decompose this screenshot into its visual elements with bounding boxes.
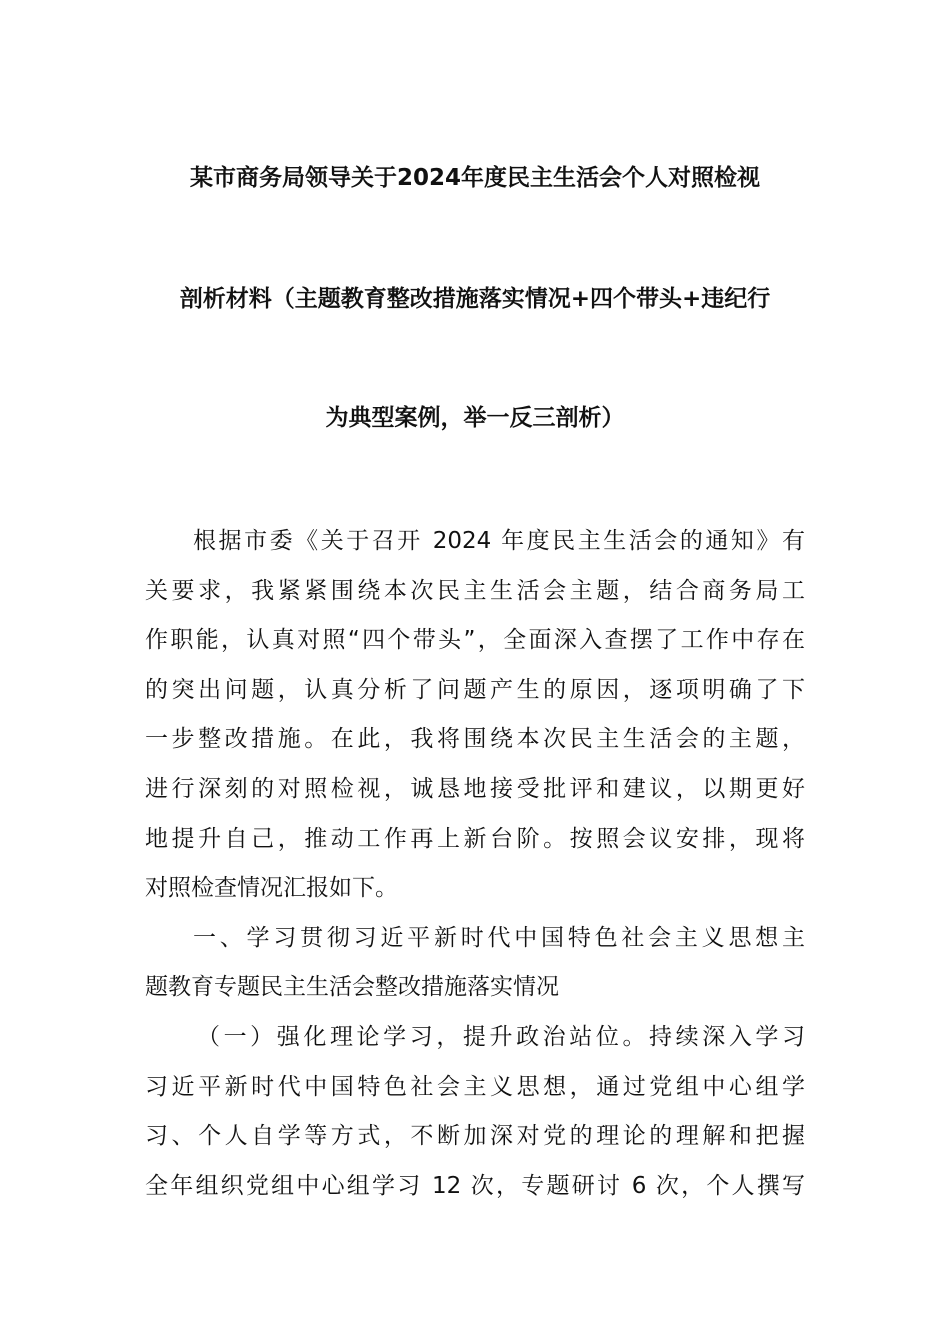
paragraph-line: 作职能，认真对照“四个带头”，全面深入查摆了工作中存在: [145, 627, 805, 653]
paragraph-line: （一）强化理论学习，提升政治站位。持续深入学习: [197, 1024, 805, 1050]
paragraph-line: 习、个人自学等方式，不断加深对党的理论的理解和把握: [145, 1123, 805, 1149]
document-title-line-3: 为典型案例，举一反三剖析）: [325, 405, 625, 431]
paragraph-line: 根据市委《关于召开 2024 年度民主生活会的通知》有: [193, 528, 805, 554]
document-title-line-1: 某市商务局领导关于2024年度民主生活会个人对照检视: [189, 165, 760, 191]
paragraph-line: 一步整改措施。在此，我将围绕本次民主生活会的主题，: [145, 726, 805, 752]
document-title-line-2: 剖析材料（主题教育整改措施落实情况+四个带头+违纪行: [179, 286, 771, 312]
paragraph-line: 关要求，我紧紧围绕本次民主生活会主题，结合商务局工: [145, 578, 805, 604]
paragraph-line: 全年组织党组中心组学习 12 次，专题研讨 6 次，个人撰写: [145, 1173, 805, 1199]
paragraph-line: 的突出问题，认真分析了问题产生的原因，逐项明确了下: [145, 677, 805, 703]
section-heading-line: 一、学习贯彻习近平新时代中国特色社会主义思想主: [193, 925, 805, 951]
paragraph-line: 习近平新时代中国特色社会主义思想，通过党组中心组学: [145, 1074, 805, 1100]
paragraph-line: 对照检查情况汇报如下。: [145, 875, 398, 901]
section-heading-line: 题教育专题民主生活会整改措施落实情况: [145, 974, 559, 1000]
paragraph-line: 地提升自己，推动工作再上新台阶。按照会议安排，现将: [145, 826, 805, 852]
paragraph-line: 进行深刻的对照检视，诚恳地接受批评和建议，以期更好: [145, 776, 805, 802]
